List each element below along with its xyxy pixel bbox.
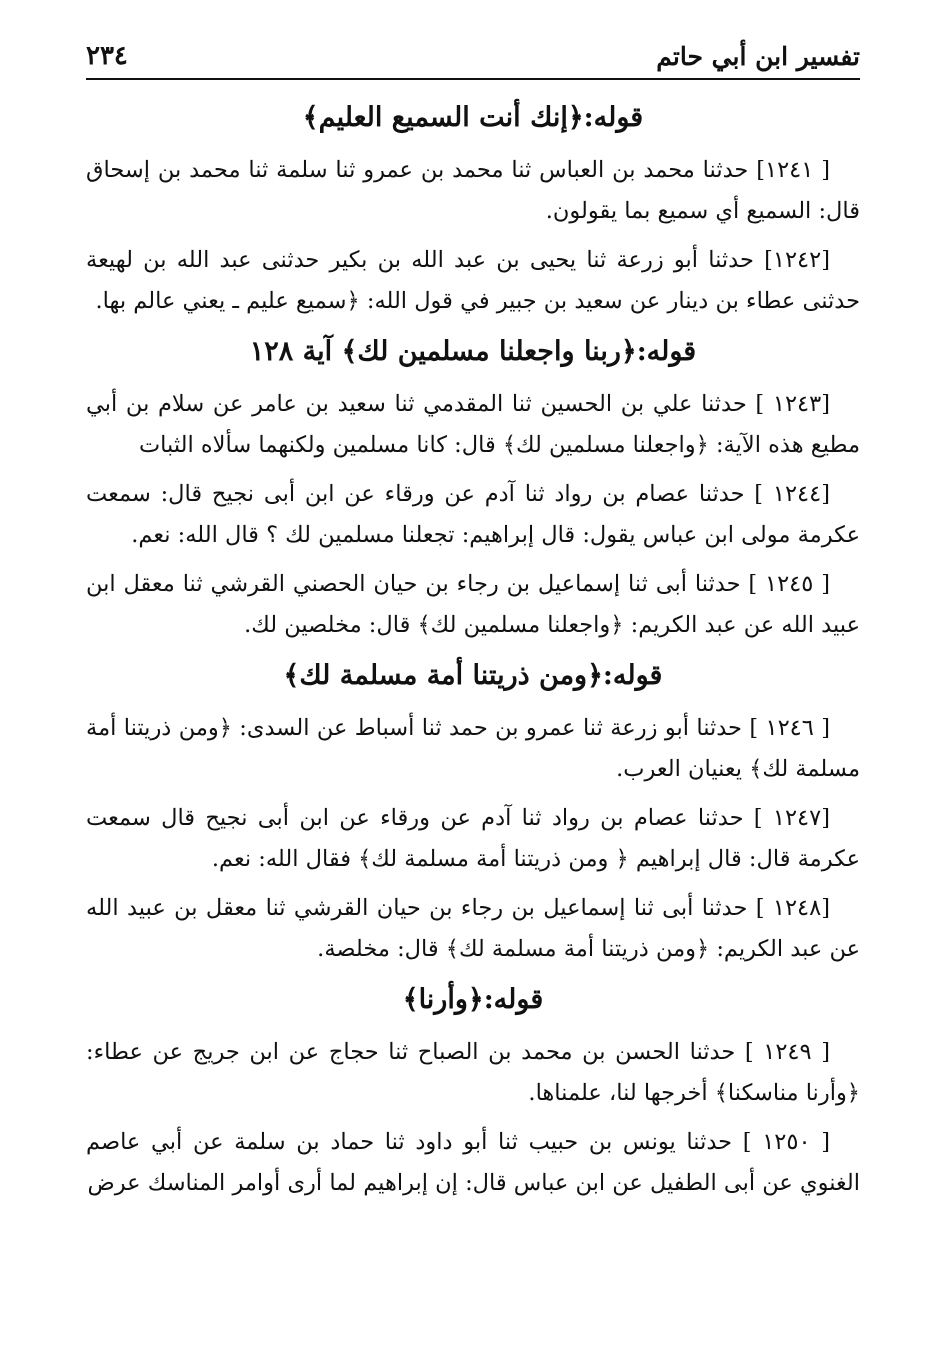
section [86,978,860,1204]
hadith-paragraph: [١٢٤٨ ] حدثنا أبى ثنا إسماعيل بن رجاء بن حيان القرشي ثنا معقل بن عبيد الله عن عبد الكريم: ﴿ومن ذريتنا أمة مسلمة لك﴾ قال: مخلصة. [86,895,860,962]
hadith-paragraph: [ ١٢٤١] حدثنا محمد بن العباس ثنا محمد بن عمرو ثنا سلمة ثنا محمد بن إسحاق قال: السميع أي سميع بما يقولون. [86,157,860,224]
page-body [86,96,860,1212]
section-heading: قوله:﴿ربنا واجعلنا مسلمين لك﴾ آية ١٢٨ [249,336,697,367]
hadith-paragraph: [١٢٤٣ ] حدثنا علي بن الحسين ثنا المقدمي ثنا سعيد بن عامر عن سلام بن أبي مطيع هذه الآية: ﴿واجعلنا مسلمين لك﴾ قال: كانا مسلمين ولكنهما سألاه الثبات [86,391,860,458]
section-heading: قوله:﴿إنك أنت السميع العليم﴾ [302,102,644,133]
page-header [86,34,860,80]
section [86,330,860,646]
hadith-paragraph: [١٢٤٢] حدثنا أبو زرعة ثنا يحيى بن عبد الله بن بكير حدثنى عبد الله بن لهيعة حدثنى عطاء بن دينار عن سعيد بن جبير في قول الله: ﴿سميع عليم ـ يعني عالم بها. [86,247,860,314]
page-number: ٢٣٤ [86,41,128,71]
hadith-paragraph: [١٢٤٤ ] حدثنا عصام بن رواد ثنا آدم عن ورقاء عن ابن أبى نجيح قال: سمعت عكرمة مولى ابن عباس يقول: قال إبراهيم: تجعلنا مسلمين لك ؟ قال الله: نعم. [86,481,860,548]
section [86,654,860,970]
running-title: تفسير ابن أبي حاتم [656,41,860,71]
hadith-paragraph: [ ١٢٤٦ ] حدثنا أبو زرعة ثنا عمرو بن حمد ثنا أسباط عن السدى: ﴿ومن ذريتنا أمة مسلمة لك﴾ يعنيان العرب. [86,715,860,782]
section-heading: قوله:﴿وأرنا﴾ [402,984,544,1015]
hadith-paragraph: [ ١٢٤٥ ] حدثنا أبى ثنا إسماعيل بن رجاء بن حيان الحصني القرشي ثنا معقل ابن عبيد الله عن عبد الكريم: ﴿واجعلنا مسلمين لك﴾ قال: مخلصين لك. [86,571,860,638]
hadith-paragraph: [ ١٢٤٩ ] حدثنا الحسن بن محمد بن الصباح ثنا حجاج عن ابن جريج عن عطاء: ﴿وأرنا مناسكنا﴾ أخرجها لنا، علمناها. [86,1039,860,1106]
section [86,96,860,322]
hadith-paragraph: [ ١٢٥٠ ] حدثنا يونس بن حبيب ثنا أبو داود ثنا حماد بن سلمة عن أبي عاصم الغنوي عن أبى الطفيل عن ابن عباس قال: إن إبراهيم لما أرى أوامر المناسك عرض [86,1129,860,1196]
hadith-paragraph: [١٢٤٧ ] حدثنا عصام بن رواد ثنا آدم عن ورقاء عن ابن أبى نجيح قال سمعت عكرمة قال: قال إبراهيم ﴿ ومن ذريتنا أمة مسلمة لك﴾ فقال الله: نعم. [86,805,860,872]
section-heading: قوله:﴿ومن ذريتنا أمة مسلمة لك﴾ [283,660,663,691]
